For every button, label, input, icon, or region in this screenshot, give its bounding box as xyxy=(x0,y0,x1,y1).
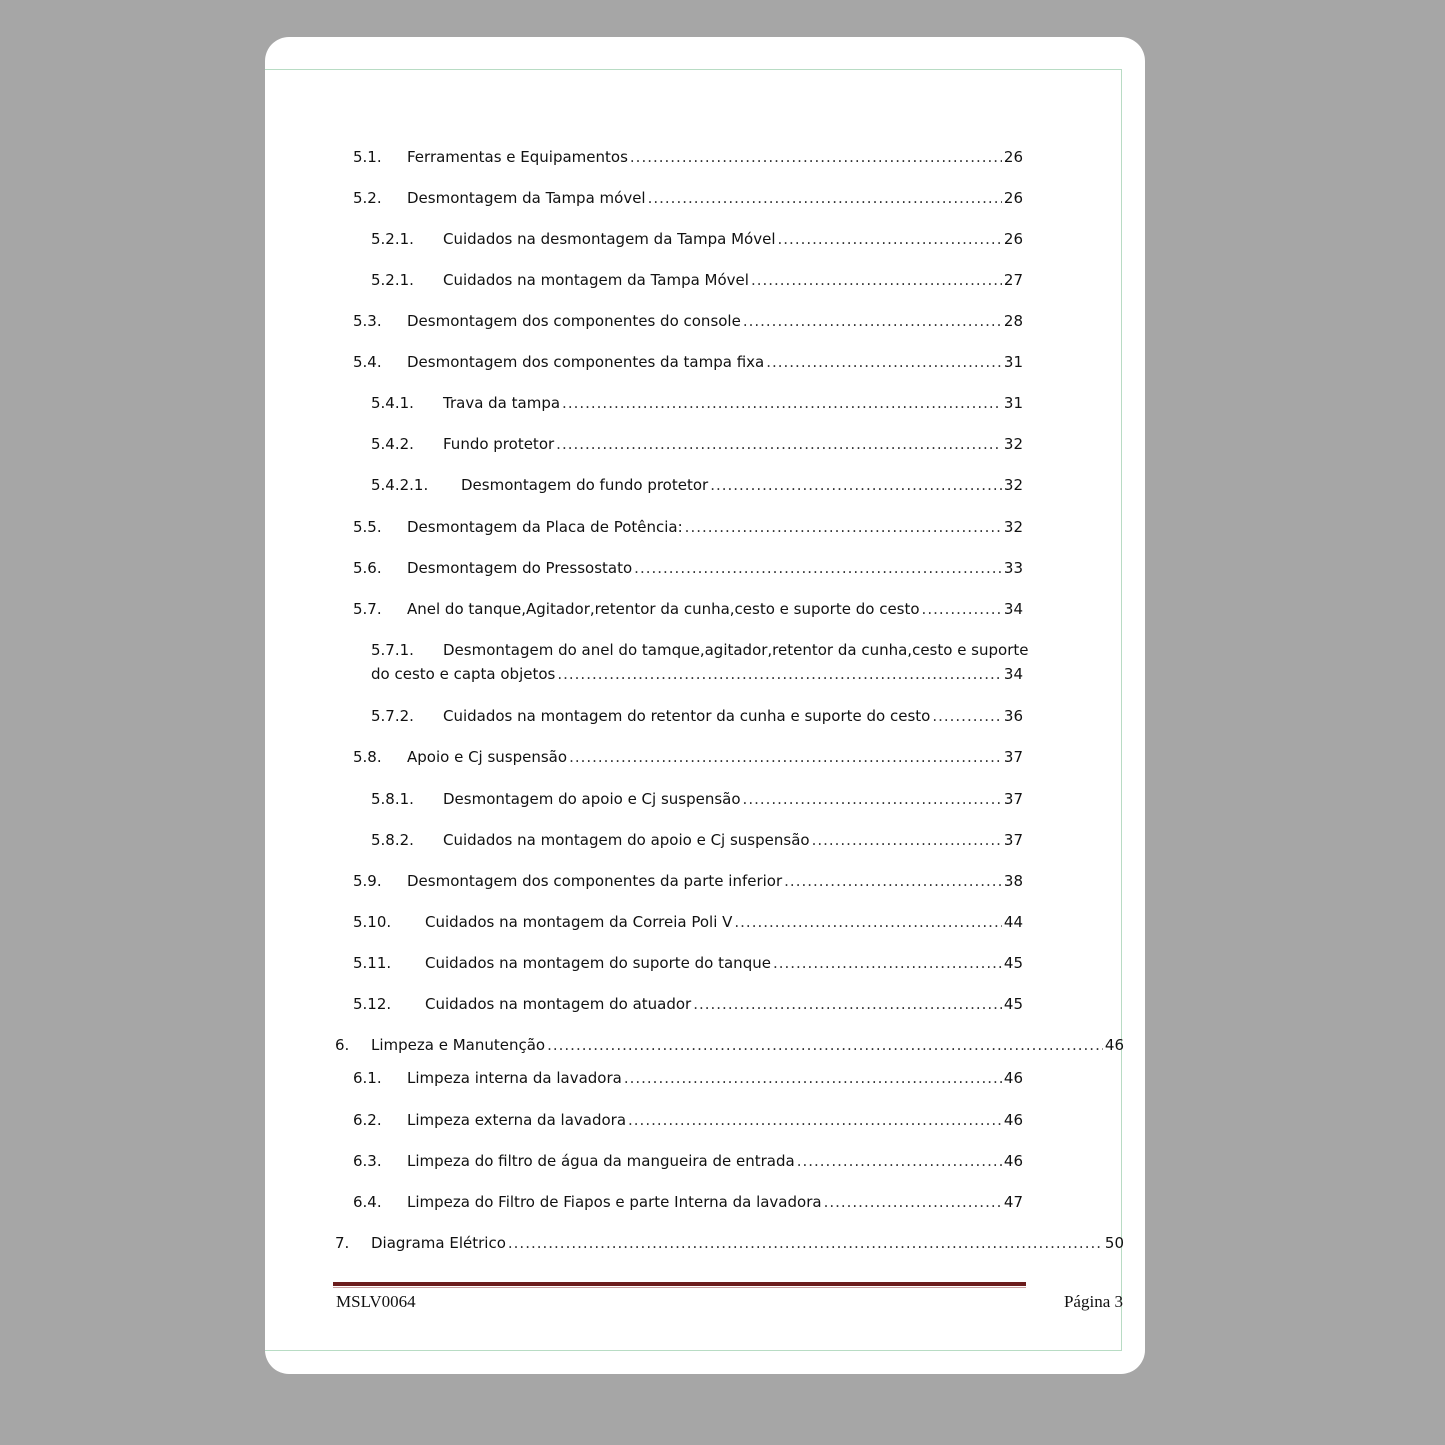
toc-entry-5-2[interactable] xyxy=(353,188,1023,208)
toc-title: Anel do tanque,Agitador,retentor da cunha,cesto e suporte do cesto xyxy=(407,600,920,618)
toc-page-number: 26 xyxy=(1003,189,1023,207)
toc-page-number: 37 xyxy=(1003,790,1023,808)
toc-entry-6-3[interactable] xyxy=(353,1151,1023,1171)
toc-page-number: 32 xyxy=(1003,518,1023,536)
toc-number: 5.8.2. xyxy=(371,831,414,849)
toc-entry-5-2-1a[interactable] xyxy=(371,229,1023,249)
toc-entry-5-9[interactable] xyxy=(353,871,1023,891)
toc-title: Desmontagem do apoio e Cj suspensão xyxy=(443,790,741,808)
toc-title-continuation: do cesto e capta objetos xyxy=(371,665,556,683)
toc-page-number: 45 xyxy=(1003,954,1023,972)
toc-leader-dots xyxy=(773,953,1002,973)
toc-entry-5-4[interactable] xyxy=(353,352,1023,372)
toc-leader-dots xyxy=(628,1110,1002,1130)
toc-title: Cuidados na montagem do suporte do tanque xyxy=(425,954,771,972)
toc-number: 7. xyxy=(335,1234,350,1252)
toc-number: 5.2.1. xyxy=(371,230,414,248)
toc-entry-5-4-1[interactable] xyxy=(371,393,1023,413)
toc-page-number: 34 xyxy=(1003,600,1023,618)
toc-entry-6-1[interactable] xyxy=(353,1068,1023,1088)
toc-title: Limpeza interna da lavadora xyxy=(407,1069,622,1087)
toc-number: 6.3. xyxy=(353,1152,382,1170)
toc-entry-5-8-2[interactable] xyxy=(371,830,1023,850)
toc-leader-dots xyxy=(922,599,1002,619)
toc-title: Desmontagem dos componentes da parte inferior xyxy=(407,872,783,890)
toc-title: Apoio e Cj suspensão xyxy=(407,748,568,766)
toc-entry-line-1 xyxy=(371,640,1029,660)
toc-number: 5.8.1. xyxy=(371,790,414,808)
toc-number: 5.12. xyxy=(353,995,392,1013)
toc-leader-dots xyxy=(751,270,1002,290)
toc-number: 5.4. xyxy=(353,353,382,371)
toc-page-number: 31 xyxy=(1003,394,1023,412)
toc-leader-dots xyxy=(778,229,1002,249)
toc-number: 5.11. xyxy=(353,954,392,972)
toc-number: 5.5. xyxy=(353,518,382,536)
toc-entry-5-7-1[interactable] xyxy=(371,640,1029,684)
toc-leader-dots xyxy=(562,393,1002,413)
toc-number: 5.10. xyxy=(353,913,392,931)
toc-page-number: 50 xyxy=(1104,1234,1124,1252)
toc-number: 6.2. xyxy=(353,1111,382,1129)
document-page xyxy=(265,37,1145,1374)
toc-title: Cuidados na montagem do atuador xyxy=(425,995,692,1013)
toc-title: Cuidados na montagem da Tampa Móvel xyxy=(443,271,749,289)
toc-number: 5.4.2.1. xyxy=(371,476,429,494)
toc-leader-dots xyxy=(630,147,1002,167)
toc-title: Desmontagem do anel do tamque,agitador,retentor da cunha,cesto e suporte xyxy=(443,641,1029,659)
toc-page-number: 31 xyxy=(1003,353,1023,371)
toc-title: Limpeza e Manutenção xyxy=(371,1036,546,1054)
toc-entry-6-4[interactable] xyxy=(353,1192,1023,1212)
toc-number: 6. xyxy=(335,1036,350,1054)
toc-entry-6-2[interactable] xyxy=(353,1110,1023,1130)
toc-leader-dots xyxy=(824,1192,1002,1212)
toc-title: Desmontagem dos componentes do console xyxy=(407,312,741,330)
toc-leader-dots xyxy=(556,434,1002,454)
footer-rule-thin xyxy=(333,1287,1026,1288)
toc-title: Limpeza do Filtro de Fiapos e parte Interna da lavadora xyxy=(407,1193,822,1211)
toc-page-number: 46 xyxy=(1104,1036,1124,1054)
toc-title: Desmontagem da Tampa móvel xyxy=(407,189,646,207)
toc-number: 5.7.1. xyxy=(371,641,414,659)
toc-leader-dots xyxy=(710,475,1002,495)
toc-entry-5-8[interactable] xyxy=(353,747,1023,767)
toc-page-number: 46 xyxy=(1003,1152,1023,1170)
toc-entry-5-8-1[interactable] xyxy=(371,789,1023,809)
toc-title: Trava da tampa xyxy=(443,394,561,412)
toc-leader-dots xyxy=(624,1068,1002,1088)
toc-title: Desmontagem da Placa de Potência: xyxy=(407,518,683,536)
toc-leader-dots xyxy=(743,789,1002,809)
toc-number: 5.7.2. xyxy=(371,707,414,725)
toc-leader-dots xyxy=(766,352,1002,372)
toc-page-number: 47 xyxy=(1003,1193,1023,1211)
toc-entry-line-2 xyxy=(371,664,1023,684)
toc-entry-5-1[interactable] xyxy=(353,147,1023,167)
toc-title: Ferramentas e Equipamentos xyxy=(407,148,628,166)
toc-page-number: 37 xyxy=(1003,831,1023,849)
toc-number: 5.9. xyxy=(353,872,382,890)
toc-leader-dots xyxy=(648,188,1002,208)
toc-title: Diagrama Elétrico xyxy=(371,1234,506,1252)
toc-entry-5-7[interactable] xyxy=(353,599,1023,619)
table-of-contents xyxy=(265,37,1145,1374)
toc-entry-5-5[interactable] xyxy=(353,517,1023,537)
toc-page-number: 28 xyxy=(1003,312,1023,330)
toc-page-number: 32 xyxy=(1003,435,1023,453)
toc-title: Desmontagem do Pressostato xyxy=(407,559,633,577)
toc-leader-dots xyxy=(932,706,1002,726)
toc-leader-dots xyxy=(547,1035,1103,1055)
toc-entry-5-10[interactable] xyxy=(353,912,1023,932)
footer-page-label: Página 3 xyxy=(1063,1292,1123,1311)
toc-title: Cuidados na desmontagem da Tampa Móvel xyxy=(443,230,776,248)
toc-page-number: 46 xyxy=(1003,1111,1023,1129)
toc-title: Fundo protetor xyxy=(443,435,555,453)
toc-page-number: 32 xyxy=(1003,476,1023,494)
toc-entry-5-6[interactable] xyxy=(353,558,1023,578)
toc-page-number: 33 xyxy=(1003,559,1023,577)
toc-entry-5-11[interactable] xyxy=(353,953,1023,973)
toc-entry-5-3[interactable] xyxy=(353,311,1023,331)
toc-number: 5.2. xyxy=(353,189,382,207)
toc-number: 6.4. xyxy=(353,1193,382,1211)
toc-page-number: 44 xyxy=(1003,913,1023,931)
toc-number: 6.1. xyxy=(353,1069,382,1087)
toc-leader-dots xyxy=(797,1151,1002,1171)
toc-leader-dots xyxy=(734,912,1002,932)
toc-page-number: 34 xyxy=(1003,665,1023,683)
toc-leader-dots xyxy=(634,558,1002,578)
toc-title: Limpeza do filtro de água da mangueira de entrada xyxy=(407,1152,795,1170)
toc-page-number: 26 xyxy=(1003,230,1023,248)
toc-title: Cuidados na montagem do retentor da cunha e suporte do cesto xyxy=(443,707,931,725)
toc-leader-dots xyxy=(508,1233,1103,1253)
toc-entry-6[interactable] xyxy=(335,1035,1124,1055)
toc-leader-dots xyxy=(557,664,1002,684)
toc-title: Cuidados na montagem do apoio e Cj suspensão xyxy=(443,831,810,849)
footer-doc-code: MSLV0064 xyxy=(336,1292,416,1311)
toc-entry-5-2-1b[interactable] xyxy=(371,270,1023,290)
toc-leader-dots xyxy=(784,871,1002,891)
toc-page-number: 26 xyxy=(1003,148,1023,166)
toc-leader-dots xyxy=(743,311,1002,331)
footer-rule xyxy=(333,1282,1026,1286)
toc-leader-dots xyxy=(812,830,1002,850)
toc-number: 5.7. xyxy=(353,600,382,618)
toc-number: 5.2.1. xyxy=(371,271,414,289)
toc-entry-7[interactable] xyxy=(335,1233,1124,1253)
toc-title: Limpeza externa da lavadora xyxy=(407,1111,627,1129)
toc-number: 5.4.2. xyxy=(371,435,414,453)
toc-page-number: 45 xyxy=(1003,995,1023,1013)
toc-page-number: 38 xyxy=(1003,872,1023,890)
toc-number: 5.3. xyxy=(353,312,382,330)
toc-title: Desmontagem dos componentes da tampa fixa xyxy=(407,353,765,371)
toc-page-number: 37 xyxy=(1003,748,1023,766)
toc-page-number: 27 xyxy=(1003,271,1023,289)
toc-entry-5-7-2[interactable] xyxy=(371,706,1023,726)
toc-title: Desmontagem do fundo protetor xyxy=(461,476,709,494)
toc-leader-dots xyxy=(693,994,1002,1014)
toc-entry-5-4-2[interactable] xyxy=(371,434,1023,454)
toc-number: 5.4.1. xyxy=(371,394,414,412)
toc-number: 5.6. xyxy=(353,559,382,577)
toc-number: 5.8. xyxy=(353,748,382,766)
toc-entry-5-12[interactable] xyxy=(353,994,1023,1014)
toc-leader-dots xyxy=(569,747,1002,767)
toc-page-number: 36 xyxy=(1003,707,1023,725)
toc-number: 5.1. xyxy=(353,148,382,166)
toc-entry-5-4-2-1[interactable] xyxy=(371,475,1023,495)
toc-page-number: 46 xyxy=(1003,1069,1023,1087)
toc-leader-dots xyxy=(685,517,1002,537)
toc-title: Cuidados na montagem da Correia Poli V xyxy=(425,913,733,931)
